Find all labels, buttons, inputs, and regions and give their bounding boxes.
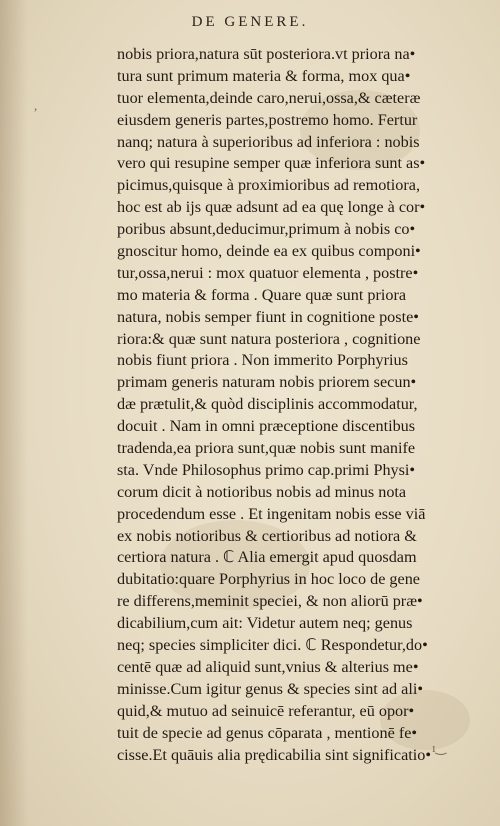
text-line: dæ prætulit,& quòd disciplinis accommodatur, <box>117 395 418 414</box>
text-line: hoc est ab ijs quæ adsunt ad ea quę longe à cor• <box>117 198 426 217</box>
text-line: ex nobis notioribus & certioribus ad notiora & <box>117 526 417 545</box>
running-head: DE GENERE. <box>191 14 309 30</box>
text-line: nanq; natura à superioribus ad inferiora : nobis <box>117 132 420 151</box>
text-line: dubitatio:quare Porphyrius in hoc loco de gene <box>117 570 420 589</box>
text-line: eiusdem generis partes,postremo homo. Fertur <box>117 110 418 129</box>
text-line: natura, nobis semper fiunt in cognitione poste• <box>117 307 419 326</box>
text-line: poribus absunt,deducimur,primum à nobis co• <box>117 220 416 239</box>
text-line: docuit . Nam in omni præceptione discentibus <box>117 417 416 436</box>
text-line: quid,& mutuo ad seinuicē referantur, eū opor• <box>117 701 415 720</box>
text-line: tuit de specie ad genus cōparata , mentionē fe• <box>117 723 418 742</box>
text-line: centē quæ ad aliquid sunt,vnius & alterius me• <box>117 657 419 676</box>
text-line: sta. Vnde Philosophus primo cap.primi Physi• <box>117 460 416 479</box>
text-line: cisse.Et quāuis alia prędicabilia sint significatio• <box>117 745 432 764</box>
text-line: gnoscitur homo, deinde ea ex quibus componi• <box>117 242 421 261</box>
text-line: riora:& quæ sunt natura posteriora , cognitione <box>117 329 421 348</box>
text-line: picimus,quisque à proximioribus ad remotiora, <box>117 176 421 195</box>
margin-smudge-mark: ı‿ <box>432 740 447 755</box>
margin-smudge-mark: , <box>34 98 38 113</box>
gutter-shadow <box>0 0 28 826</box>
text-line: corum dicit à notioribus nobis ad minus nota <box>117 482 407 501</box>
text-line: tuor elementa,deinde caro,nerui,ossa,& cæteræ <box>117 88 421 107</box>
text-line: tur,ossa,nerui : mox quatuor elementa , postre• <box>117 263 419 282</box>
text-line: minisse.Cum igitur genus & species sint ad ali• <box>117 679 424 698</box>
text-line: re differens,meminit speciei, & non aliorū præ• <box>117 592 423 611</box>
text-line: procedendum esse . Et ingenitam nobis esse viā <box>117 504 426 523</box>
text-line: nobis priora,natura sūt posteriora.vt priora na• <box>117 45 416 63</box>
text-line: tradenda,ea priora sunt,quæ nobis sunt manife <box>117 439 416 458</box>
text-line: primam generis naturam nobis priorem secun• <box>117 373 417 392</box>
text-line: nobis fiunt priora . Non immerito Porphyrius <box>117 351 408 370</box>
text-line: dicabilium,cum ait: Videtur autem neq; genus <box>117 614 413 633</box>
text-line: tura sunt primum materia & forma, mox qua• <box>117 66 411 85</box>
text-line: vero qui resupine semper quæ inferiora sunt as• <box>117 154 426 173</box>
text-line: certiora natura . ℂ Alia emergit apud quosdam <box>117 548 417 567</box>
text-line: neq; species simpliciter dici. ℂ Respondetur,do• <box>117 636 428 655</box>
body-text <box>117 44 485 766</box>
text-line: mo materia & forma . Quare quæ sunt priora <box>117 285 407 304</box>
